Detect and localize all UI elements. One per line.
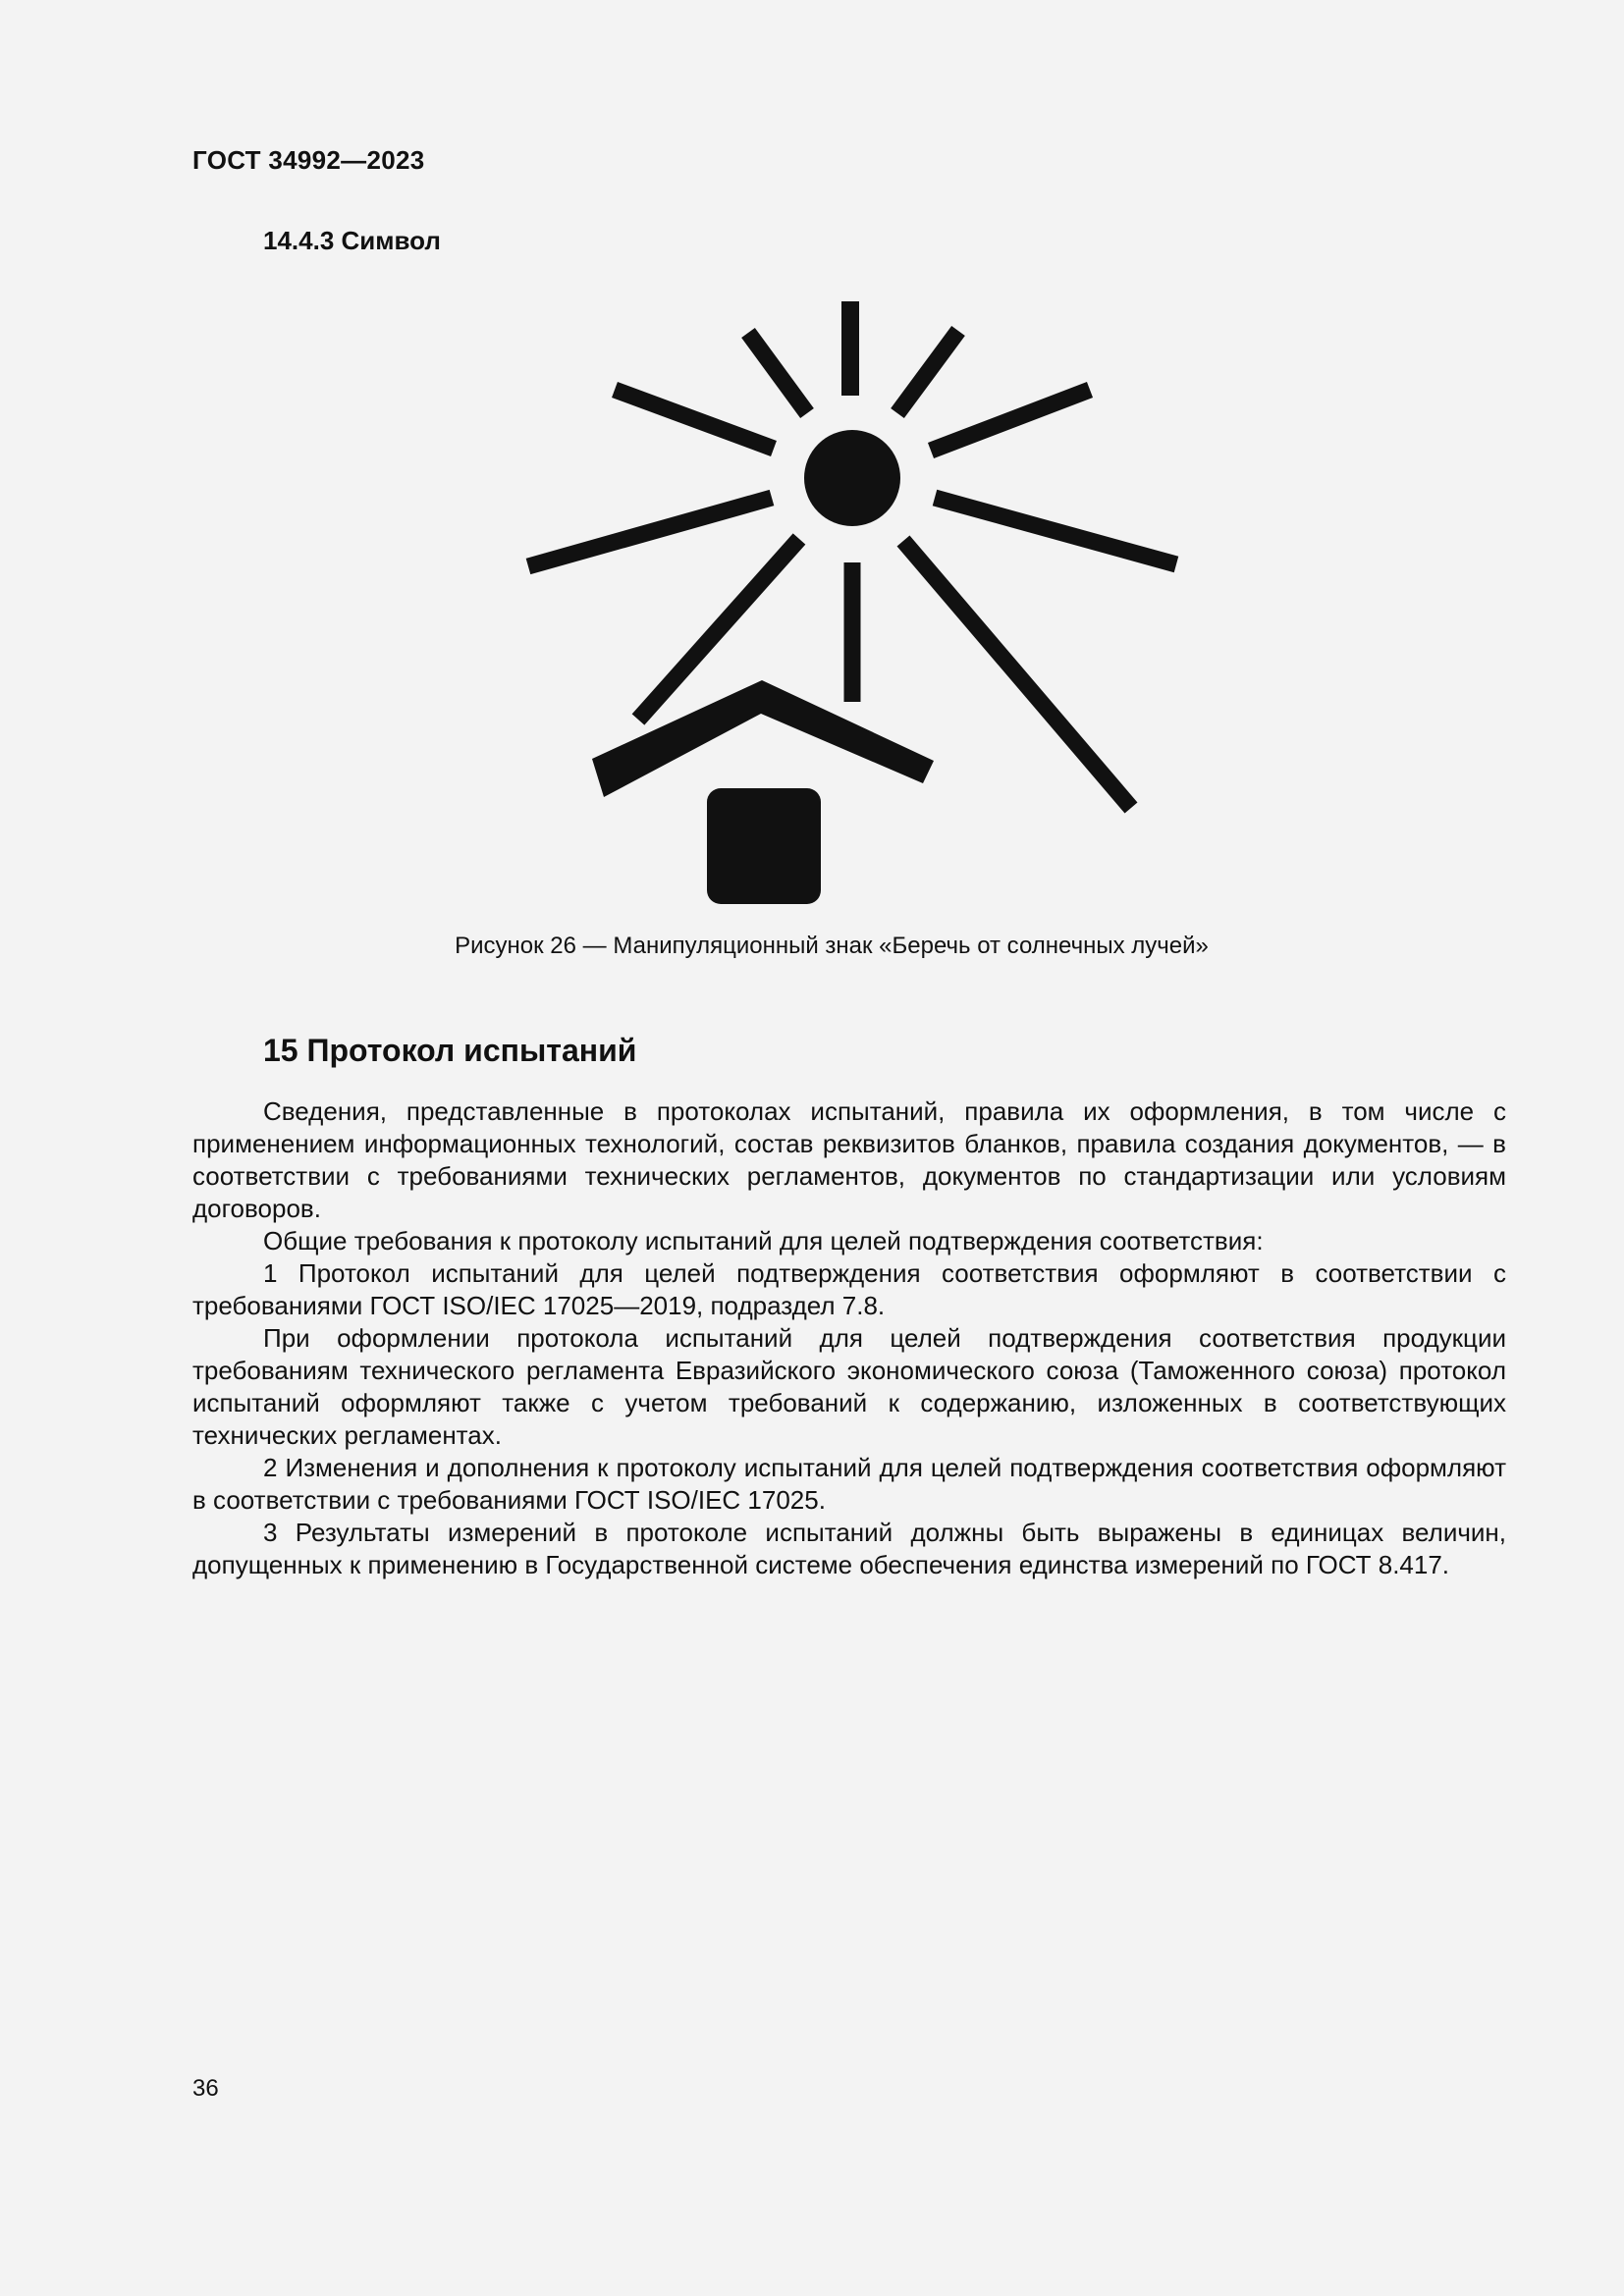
keep-away-from-sunlight-symbol bbox=[511, 290, 1198, 918]
package-box bbox=[707, 788, 821, 904]
subsection-title: 14.4.3 Символ bbox=[263, 226, 441, 255]
sun-ray-right-low bbox=[935, 498, 1176, 564]
roof-shape bbox=[592, 680, 934, 797]
paragraph: Общие требования к протоколу испытаний для целей подтверждения соответствия: bbox=[263, 1226, 1264, 1255]
paragraph: При оформлении протокола испытаний для целей подтверждения соответствия продукции требованиям технического регламента Евразийского экономического союза (Таможенного союза) протокол испытаний оформляют также с учетом требований к содержанию, изложенных в соответствующих технических регламентах. bbox=[192, 1323, 1506, 1450]
sun-ray-right-high bbox=[931, 390, 1090, 451]
paragraph: 1 Протокол испытаний для целей подтверждения соответствия оформляют в соответствии с требованиями ГОСТ ISO/IEC 17025—2019, подраздел 7.8. bbox=[192, 1258, 1506, 1320]
section-title: 15 Протокол испытаний bbox=[263, 1033, 637, 1068]
paragraph: Сведения, представленные в протоколах испытаний, правила их оформления, в том числе с применением информационных технологий, состав реквизитов бланков, правила создания документов, — в соответствии с требованиями технических регламентов, документов по стандартизации или условиям договоров. bbox=[192, 1096, 1506, 1223]
paragraph: 3 Результаты измерений в протоколе испытаний должны быть выражены в единицах величин, допущенных к применению в Государственной системе обеспечения единства измерений по ГОСТ 8.417. bbox=[192, 1518, 1506, 1579]
page-number: 36 bbox=[192, 2075, 219, 2102]
document-code-header: ГОСТ 34992—2023 bbox=[192, 145, 425, 175]
sun-ray-left-high bbox=[615, 390, 774, 449]
figure-caption: Рисунок 26 — Манипуляционный знак «Беречь от солнечных лучей» bbox=[455, 933, 1209, 959]
sun-ray-lower-right bbox=[903, 541, 1131, 808]
sun-ray-upper-right bbox=[897, 331, 958, 413]
sun-disc bbox=[804, 430, 900, 526]
section-body bbox=[192, 1095, 1506, 1581]
sun-ray-upper-left bbox=[748, 333, 807, 413]
paragraph: 2 Изменения и дополнения к протоколу испытаний для целей подтверждения соответствия оформляют в соответствии с требованиями ГОСТ ISO/IEC 17025. bbox=[192, 1453, 1506, 1515]
sun-ray-left-low bbox=[528, 498, 772, 566]
